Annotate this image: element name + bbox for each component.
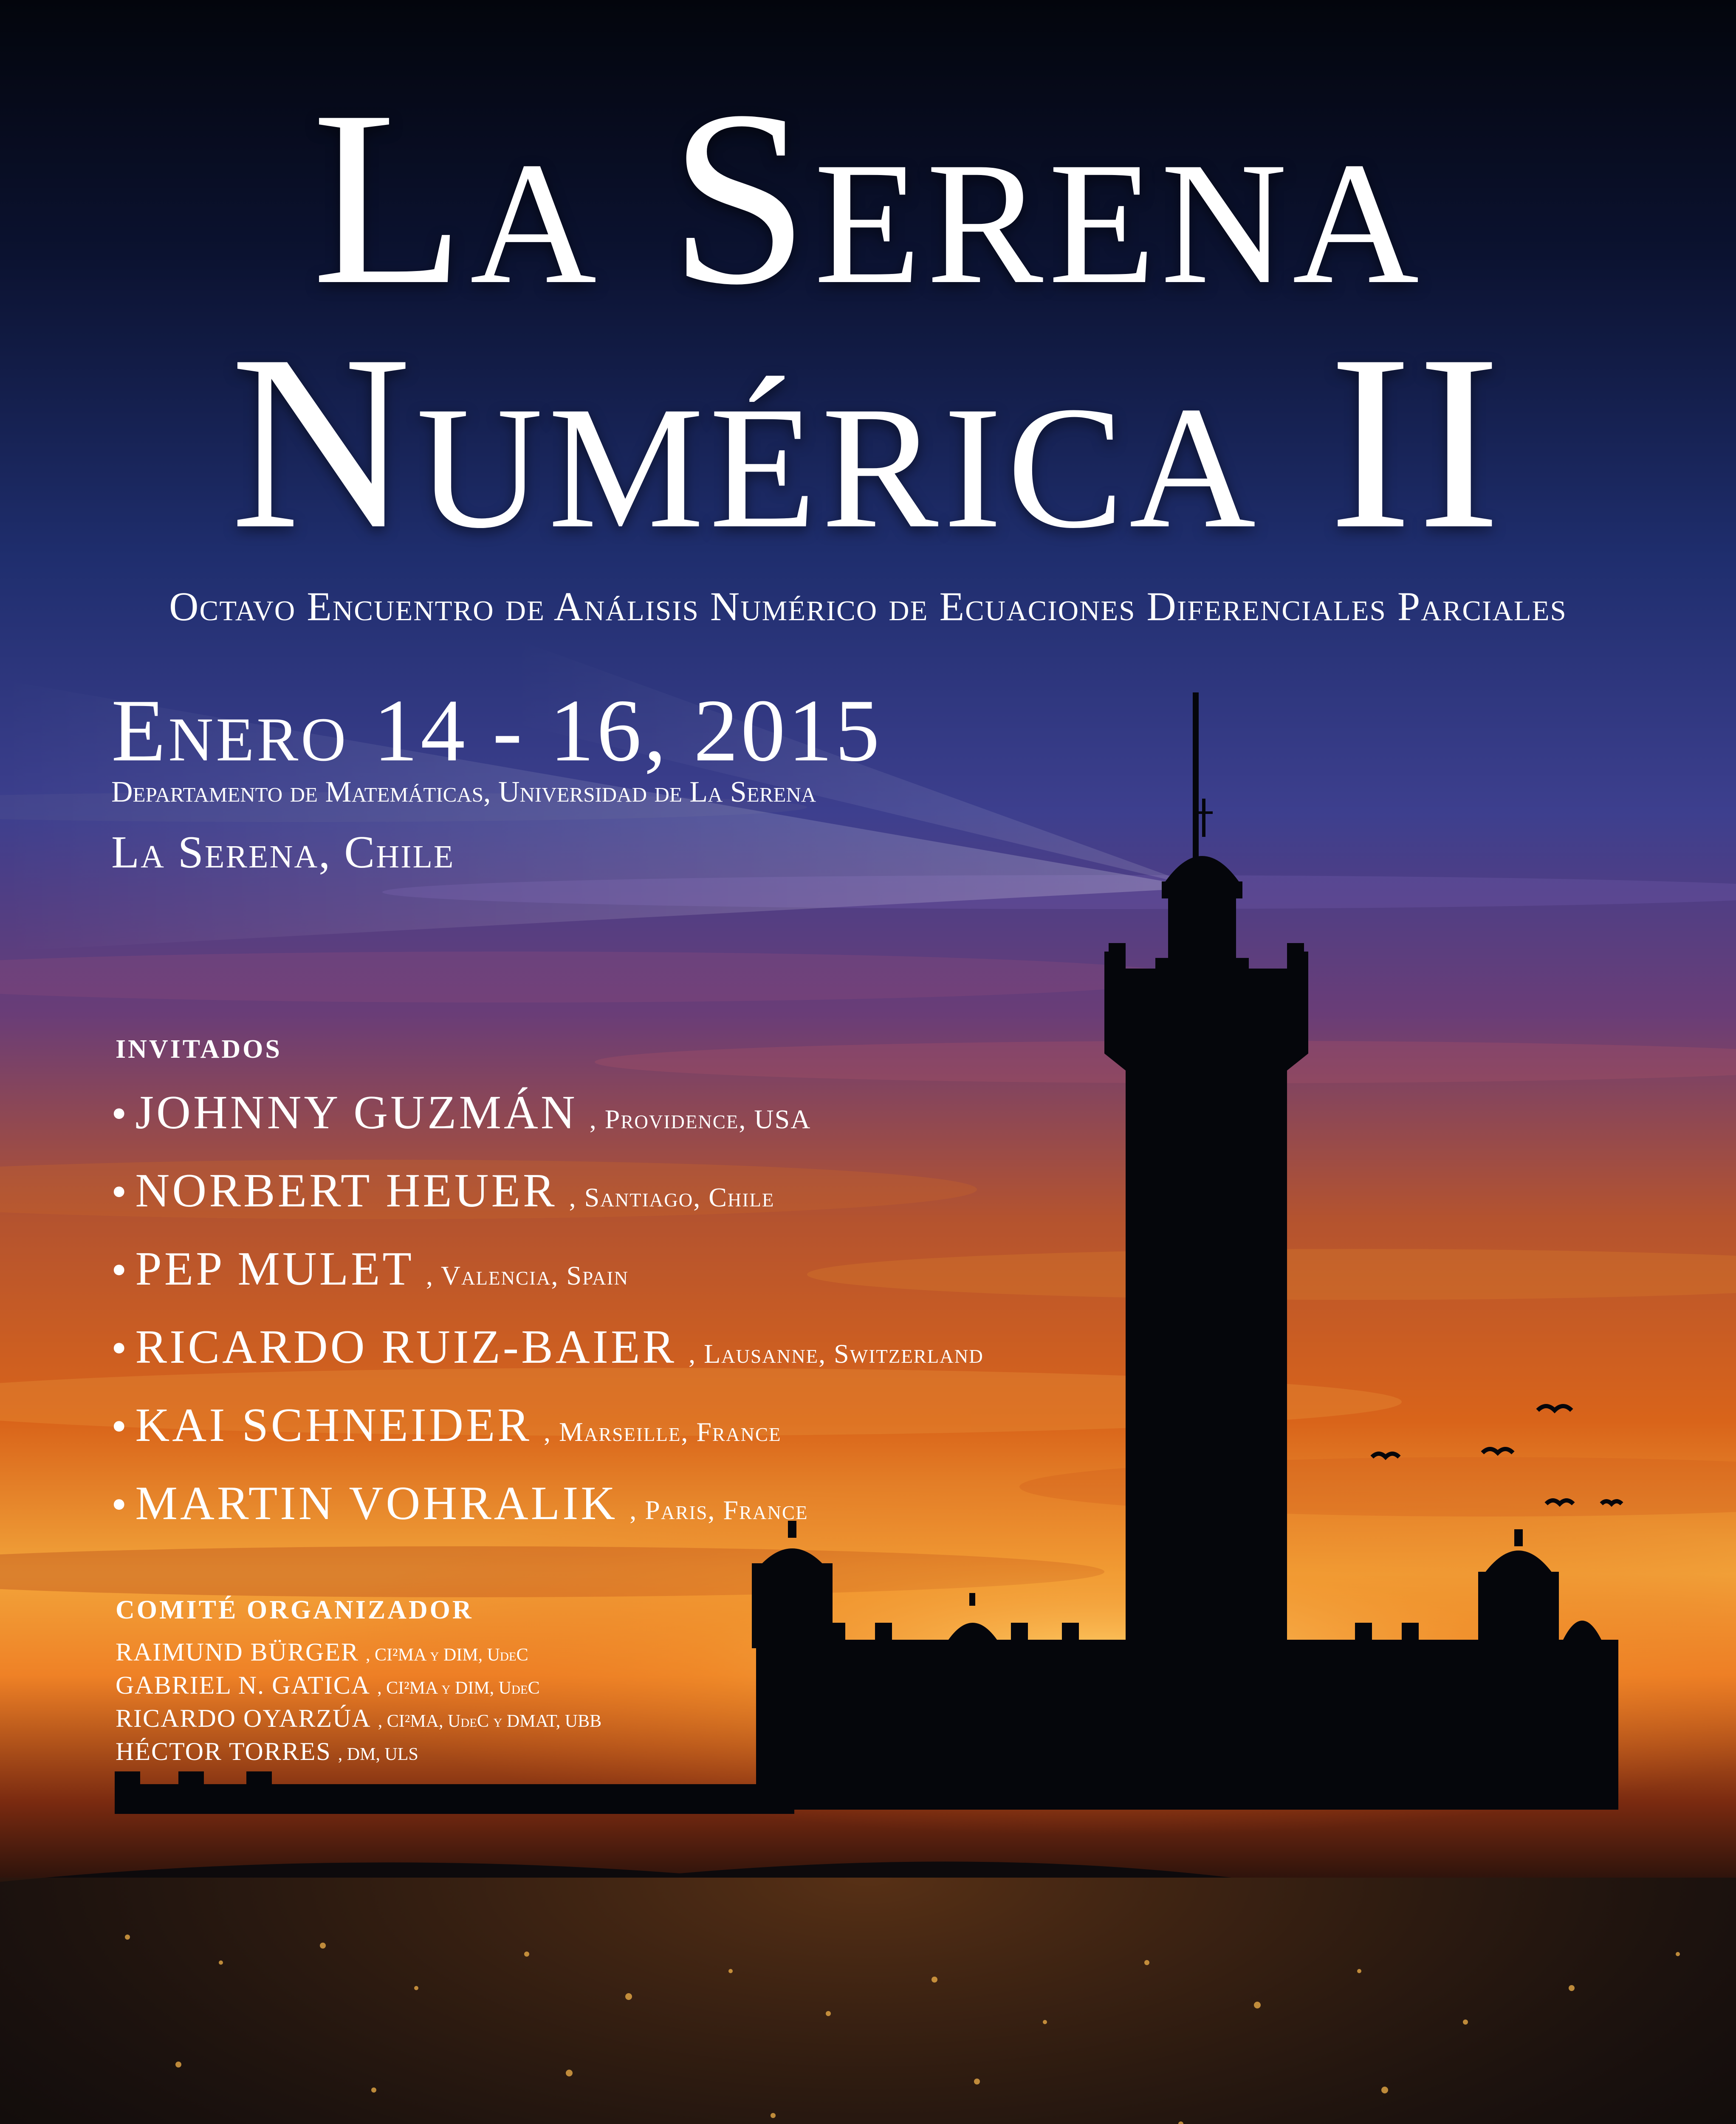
member-name: HÉCTOR TORRES: [116, 1737, 331, 1765]
committee-member: [116, 1704, 601, 1733]
member-name: GABRIEL N. GATICA: [116, 1671, 371, 1699]
bullet-icon: •: [111, 1167, 127, 1216]
speaker-name: MARTIN VOHRALIK: [135, 1477, 618, 1530]
committee-heading: COMITÉ ORGANIZADOR: [116, 1596, 474, 1624]
invited-heading: INVITADOS: [116, 1035, 282, 1064]
speaker-location: , Providence, USA: [589, 1104, 811, 1134]
title-line-2: Numérica II: [230, 303, 1506, 581]
member-affiliation: , CI²MA, UdeC y DMAT, UBB: [378, 1712, 602, 1731]
committee-member: [116, 1671, 540, 1700]
member-affiliation: , DM, ULS: [338, 1745, 418, 1764]
speaker-item: [111, 1398, 781, 1453]
committee-member: [116, 1737, 418, 1766]
speaker-location: , Marseille, France: [543, 1417, 782, 1447]
city: La Serena, Chile: [111, 827, 455, 878]
speaker-name: PEP MULET: [135, 1243, 414, 1295]
speaker-location: , Lausanne, Switzerland: [689, 1339, 984, 1369]
speaker-location: , Santiago, Chile: [569, 1182, 775, 1212]
member-affiliation: , CI²MA y DIM, UdeC: [377, 1678, 540, 1698]
speaker-name: JOHNNY GUZMÁN: [135, 1086, 578, 1139]
speaker-name: KAI SCHNEIDER: [135, 1399, 532, 1452]
speaker-item: [111, 1476, 808, 1531]
speaker-location: , Valencia, Spain: [426, 1260, 629, 1291]
member-affiliation: , CI²MA y DIM, UdeC: [366, 1645, 528, 1665]
event-date: Enero 14 - 16, 2015: [111, 681, 882, 780]
bullet-icon: •: [111, 1402, 127, 1451]
speaker-item: [111, 1164, 774, 1218]
speaker-location: , Paris, France: [629, 1495, 808, 1525]
bullet-icon: •: [111, 1246, 127, 1294]
speaker-item: [111, 1085, 811, 1140]
bullet-icon: •: [111, 1089, 127, 1138]
speaker-item: [111, 1320, 984, 1375]
member-name: RAIMUND BÜRGER: [116, 1638, 359, 1666]
subtitle: Octavo Encuentro de Análisis Numérico de Ecuaciones Diferenciales Parciales: [169, 584, 1567, 629]
speaker-name: RICARDO RUIZ-BAIER: [135, 1321, 677, 1373]
title-line-1: La Serena: [312, 59, 1424, 336]
speaker-name: NORBERT HEUER: [135, 1164, 557, 1217]
venue: Departamento de Matemáticas, Universidad de La Serena: [111, 776, 816, 808]
member-name: RICARDO OYARZÚA: [116, 1704, 371, 1732]
bullet-icon: •: [111, 1324, 127, 1373]
committee-member: [116, 1638, 528, 1667]
speaker-item: [111, 1242, 629, 1296]
bullet-icon: •: [111, 1480, 127, 1529]
